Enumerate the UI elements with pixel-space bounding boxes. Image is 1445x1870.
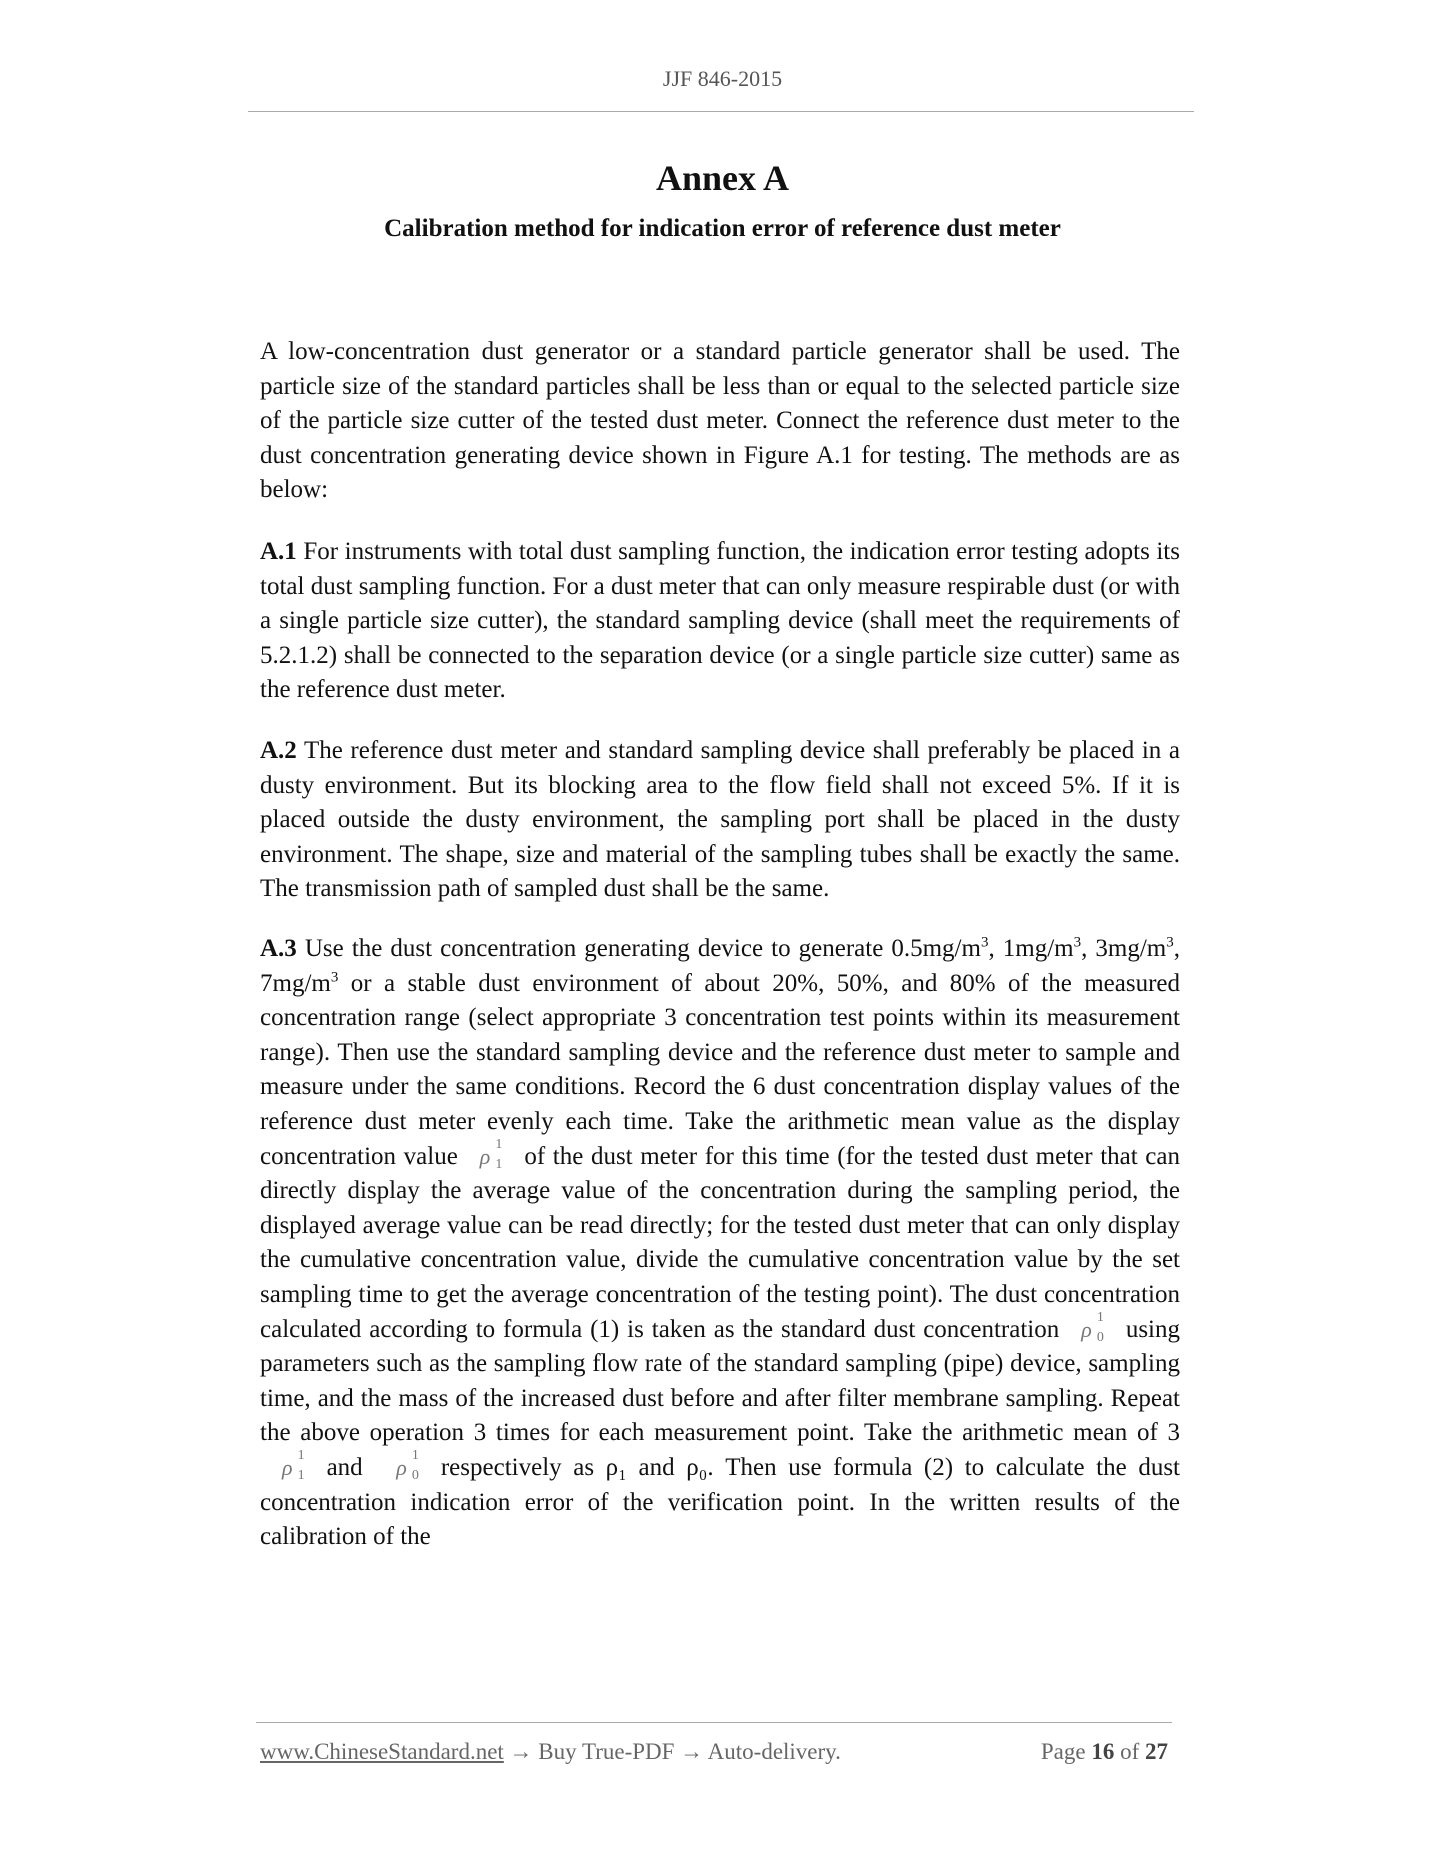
- footer-site-link[interactable]: www.ChineseStandard.net: [260, 1739, 504, 1764]
- rho-subscript: 0: [1096, 1329, 1104, 1345]
- section-a3-text-2: , 1mg/m: [988, 935, 1074, 962]
- rho-0-1-symbol: [386, 1447, 429, 1486]
- rho-subscript: 1: [495, 1156, 503, 1172]
- superscript-3: 3: [1073, 934, 1082, 951]
- rho-glyph: ρ: [1081, 1316, 1092, 1342]
- section-a3-text-9: respectively as ρ₁ and ρ₀. Then use formula (2) to calculate the dust concentration indication error of the verification point. In the written results of the calibration of the: [260, 1453, 1181, 1551]
- section-a3-number: A.3: [260, 935, 297, 962]
- section-a1: [260, 535, 1180, 708]
- rho-glyph: ρ: [479, 1143, 491, 1169]
- of-label: of: [1120, 1739, 1140, 1764]
- section-a3: [260, 932, 1180, 1555]
- intro-paragraph: A low-concentration dust generator or a standard particle generator shall be used. The particle size of the standard particles shall be less than or equal to the selected particle size of the particle size cutter of the tested dust meter. Connect the reference dust meter to the dust concentration generating device shown in Figure A.1 for testing. The methods are as below:: [260, 338, 1180, 504]
- superscript-3: 3: [1166, 934, 1174, 951]
- footer-page-number: [1041, 1739, 1168, 1765]
- section-a2-number: A.2: [260, 737, 297, 764]
- rho-1-1-symbol: [470, 1136, 513, 1175]
- current-page: 16: [1091, 1739, 1115, 1764]
- superscript-3: 3: [980, 934, 989, 951]
- footer-divider: [256, 1722, 1172, 1723]
- section-a1-text: For instruments with total dust sampling function, the indication error testing adopts its total dust sampling function. For a dust meter that can only measure respirable dust (or with a single particle size cutter), the standard sampling device (shall meet the requirements of 5.2.1.2) shall be connected to the separation device (or a single particle size cutter) same as the reference dust meter.: [260, 538, 1180, 704]
- section-a3-text-6: of the dust meter for this time (for the tested dust meter that can directly display the average value of the concentration during the sampling period, the displayed average value can be read directly; for the tested dust meter that can only display the cumulative concentration value, divide the cumulative concentration value by the set sampling time to get the average concentration of the testing point). The dust concentration calculated according to formula (1) is taken as the standard dust concentration: [260, 1142, 1180, 1343]
- rho-superscript: 1: [495, 1136, 503, 1152]
- rho-glyph: ρ: [282, 1454, 293, 1480]
- section-a2: [260, 734, 1180, 907]
- footer-promo-text: → Buy True-PDF → Auto-delivery.: [503, 1739, 841, 1764]
- section-a3-text-8: and: [326, 1453, 363, 1481]
- annex-title: Annex A: [655, 158, 790, 198]
- annex-subtitle: Calibration method for indication error of reference dust meter: [384, 215, 1061, 242]
- section-a3-text-1: Use the dust concentration generating device to generate 0.5mg/m: [296, 935, 981, 962]
- rho-1-1-symbol: [272, 1447, 315, 1486]
- rho-superscript: 1: [297, 1447, 305, 1463]
- section-a3-text-5: or a stable dust environment of about 20%, 50%, and 80% of the measured concentration range (select appropriate 3 concentration test points within its measurement range). Then use the standard sampling device and the reference dust meter to sample and measure under the same conditions. Record the 6 dust concentration display values of the reference dust meter evenly each time. Take the arithmetic mean value as the display concentration value: [260, 969, 1180, 1170]
- rho-glyph: ρ: [396, 1454, 407, 1480]
- section-a2-text: The reference dust meter and standard sampling device shall preferably be placed in a dusty environment. But its blocking area to the flow field shall not exceed 5%. If it is placed outside the dusty environment, the sampling port shall be placed in the dusty environment. The shape, size and material of the sampling tubes shall be exactly the same. The transmission path of sampled dust shall be the same.: [260, 737, 1180, 903]
- section-a3-text-7: using parameters such as the sampling flow rate of the standard sampling (pipe) device, sampling time, and the mass of the increased dust before and after filter membrane sampling. Repeat the above operation 3 times for each measurement point. Take the arithmetic mean of 3: [260, 1315, 1180, 1447]
- header-doc-code: JJF 846-2015: [662, 66, 783, 91]
- superscript-3: 3: [330, 969, 339, 986]
- rho-superscript: 1: [411, 1447, 419, 1463]
- rho-superscript: 1: [1096, 1309, 1104, 1325]
- section-a3-text-4: , 7mg/m: [260, 935, 1180, 997]
- rho-0-1-symbol: [1071, 1309, 1114, 1348]
- total-pages: 27: [1145, 1739, 1168, 1764]
- section-a3-text-3: , 3mg/m: [1081, 935, 1167, 962]
- footer-promo: [260, 1739, 841, 1765]
- rho-subscript: 0: [411, 1467, 419, 1483]
- section-a1-number: A.1: [260, 538, 297, 565]
- rho-subscript: 1: [297, 1467, 305, 1483]
- page-label: Page: [1040, 1739, 1086, 1764]
- header-divider: [248, 111, 1194, 112]
